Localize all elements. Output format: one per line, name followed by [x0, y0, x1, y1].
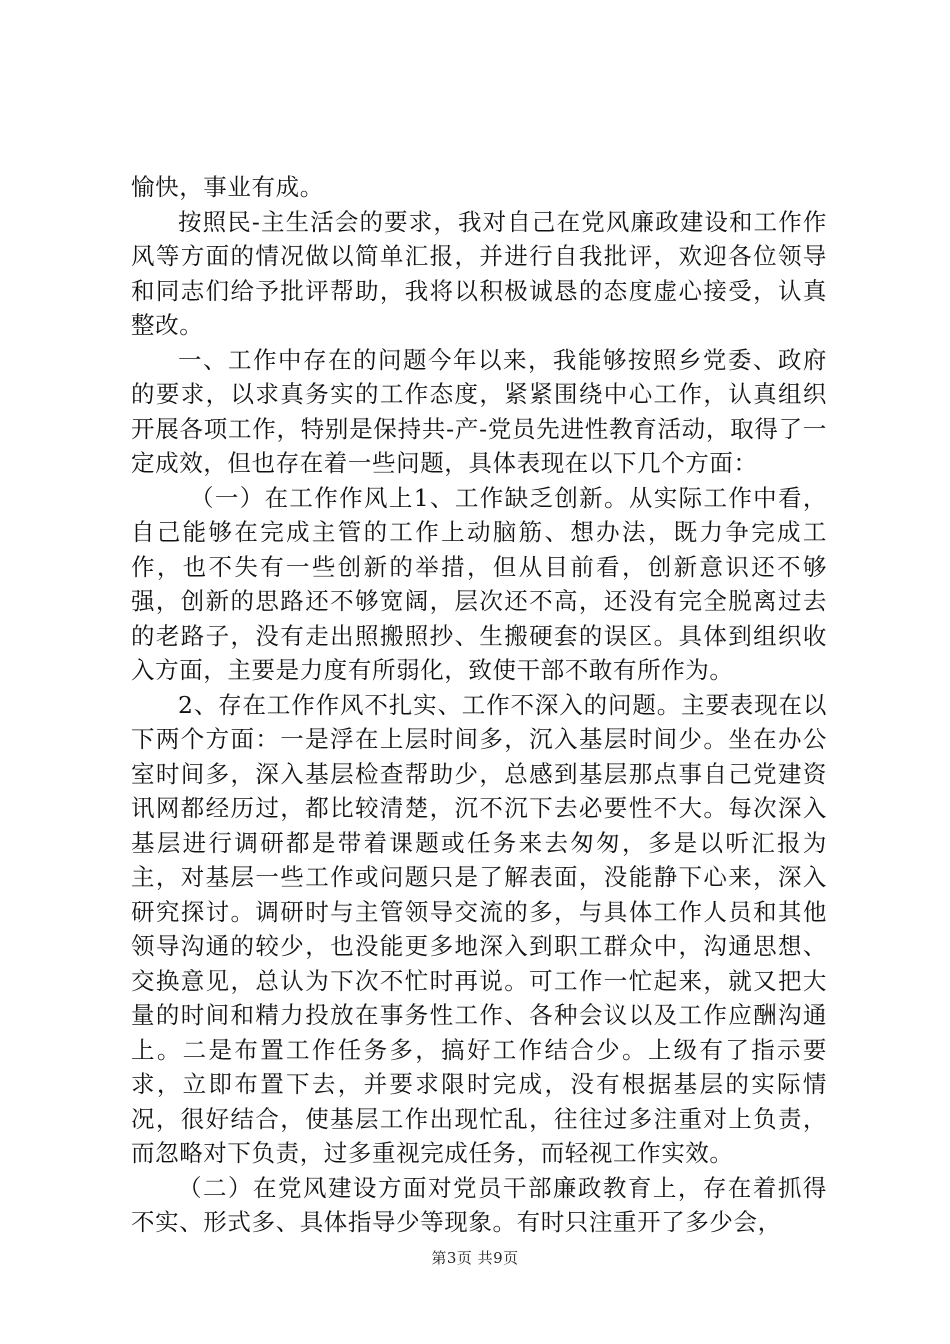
paragraph-subsection-2: （二）在党风建设方面对党员干部廉政教育上，存在着抓得不实、形式多、具体指导少等现象。有时只注重开了多少会，	[131, 1173, 827, 1236]
paragraph-subsection-1: （一）在工作作风上1、工作缺乏创新。从实际工作中看，自己能够在完成主管的工作上动脑筋、想办法，既力争完成工作，也不失有一些创新的举措，但从目前看，创新意识还不够强，创新的思路还不够宽阔，层次还不高，还没有完全脱离过去的老路子，没有走出照搬照抄、生搬硬套的误区。具体到组织收入方面，主要是力度有所弱化，致使干部不敢有所作为。	[131, 483, 827, 684]
paragraph-continuation: 愉快，事业有成。	[131, 173, 324, 201]
paragraph-item-2: 2、存在工作作风不扎实、工作不深入的问题。主要表现在以下两个方面：一是浮在上层时间多，沉入基层时间少。坐在办公室时间多，深入基层检查帮助少，总感到基层那点事自己党建资讯网都经历过，都比较清楚，沉不沉下去必要性不大。每次深入基层进行调研都是带着课题或任务来去匆匆，多是以听汇报为主，对基层一些工作或问题只是了解表面，没能静下心来，深入研究探讨。调研时与主管领导交流的多，与具体工作人员和其他领导沟通的较少，也没能更多地深入到职工群众中，沟通思想、交换意见，总认为下次不忙时再说。可工作一忙起来，就又把大量的时间和精力投放在事务性工作、各种会议以及工作应酬沟通上。二是布置工作任务多，搞好工作结合少。上级有了指示要求，立即布置下去，并要求限时完成，没有根据基层的实际情况，很好结合，使基层工作出现忙乱，往往过多注重对上负责，而忽略对下负责，过多重视完成任务，而轻视工作实效。	[131, 690, 827, 1167]
paragraph-intro: 按照民-主生活会的要求，我对自己在党风廉政建设和工作作风等方面的情况做以简单汇报，并进行自我批评，欢迎各位领导和同志们给予批评帮助，我将以积极诚恳的态度虚心接受，认真整改。	[131, 207, 827, 339]
page-number-footer: 第3页 共9页	[431, 1249, 519, 1267]
document-body	[131, 170, 827, 1240]
paragraph-section-1: 一、工作中存在的问题今年以来，我能够按照乡党委、政府的要求，以求真务实的工作态度，紧紧围绕中心工作，认真组织开展各项工作，特别是保持共-产-党员先进性教育活动，取得了一定成效，但也存在着一些问题，具体表现在以下几个方面：	[131, 345, 827, 477]
